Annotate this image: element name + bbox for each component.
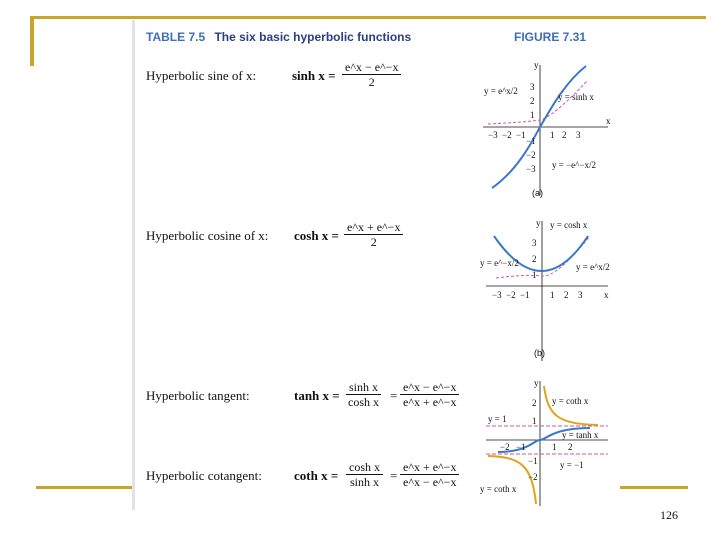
row-coth-f-denominator: sinh x xyxy=(349,475,379,489)
tick-y: 1 xyxy=(532,416,537,426)
table-heading xyxy=(146,30,411,44)
row-cosh-label: Hyperbolic cosine of x: xyxy=(146,228,269,243)
row-cosh-numerator: e^x + e^−x xyxy=(344,220,403,235)
label-y-equals-neg1: y = −1 xyxy=(560,460,584,470)
tick-y: 2 xyxy=(532,398,537,408)
row-coth-fraction-1 xyxy=(346,460,383,489)
graph-a-caption: (a) xyxy=(532,188,543,198)
tick-x: −1 xyxy=(516,130,526,140)
axis-label-y: y xyxy=(536,218,541,228)
row-sinh-numerator: e^x − e^−x xyxy=(342,60,401,75)
tick-y: 1 xyxy=(532,270,537,280)
tick-x: −1 xyxy=(520,290,530,300)
tick-x: 3 xyxy=(578,290,583,300)
tick-y: −2 xyxy=(526,150,536,160)
tick-y: 2 xyxy=(532,254,537,264)
label-exp-half: y = e^x/2 xyxy=(484,86,518,96)
tick-x: 1 xyxy=(552,442,557,452)
tick-y: 3 xyxy=(530,82,535,92)
row-tanh-numerator: e^x − e^−x xyxy=(400,380,459,395)
graph-tanh-coth xyxy=(478,376,618,510)
tick-y: −1 xyxy=(528,456,538,466)
row-sinh-fraction xyxy=(342,60,401,89)
row-coth-fraction-2 xyxy=(400,460,459,489)
tick-y: −1 xyxy=(526,136,536,146)
label-neg-exp-half: y = −e^−x/2 xyxy=(552,160,596,170)
tick-y: 1 xyxy=(530,110,535,120)
label-exp-half: y = e^x/2 xyxy=(576,262,610,272)
tick-y: 2 xyxy=(530,96,535,106)
row-coth-lhs: coth x = xyxy=(294,468,339,483)
equals-sign: = xyxy=(390,388,398,403)
row-tanh-f-denominator: cosh x xyxy=(348,395,379,409)
frame-left-bar xyxy=(30,16,34,66)
row-tanh-denominator: e^x + e^−x xyxy=(403,395,457,409)
tick-y: 3 xyxy=(532,238,537,248)
row-cosh-lhs: cosh x = xyxy=(294,228,339,243)
axis-label-y: y xyxy=(534,60,539,70)
tick-x: 1 xyxy=(550,290,555,300)
row-coth-label: Hyperbolic cotangent: xyxy=(146,468,262,483)
axis-label-x: x xyxy=(604,290,609,300)
label-tanh: y = tanh x xyxy=(562,430,599,440)
row-cosh-fraction xyxy=(344,220,403,249)
frame-top-line xyxy=(30,16,706,19)
figure-number: FIGURE 7.31 xyxy=(514,30,587,44)
tick-x: 2 xyxy=(562,130,567,140)
textbook-page xyxy=(132,20,620,510)
row-sinh-label: Hyperbolic sine of x: xyxy=(146,68,257,83)
graph-sinh xyxy=(478,60,618,200)
graph-cosh xyxy=(478,216,618,366)
equals-sign: = xyxy=(390,468,398,483)
tick-x: −2 xyxy=(502,130,512,140)
page-number: 126 xyxy=(660,508,678,522)
tick-x: 2 xyxy=(564,290,569,300)
graph-b-caption: (b) xyxy=(534,348,545,358)
label-coth-upper: y = coth x xyxy=(552,396,589,406)
tick-x: −3 xyxy=(492,290,502,300)
row-tanh-f-numerator: sinh x xyxy=(346,380,381,395)
tick-y: −3 xyxy=(526,164,536,174)
row-coth-denominator: e^x − e^−x xyxy=(403,475,457,489)
tick-x: −2 xyxy=(506,290,516,300)
label-coth-lower: y = coth x xyxy=(480,484,517,494)
tick-x: −2 xyxy=(500,442,510,452)
tick-y: −2 xyxy=(528,472,538,482)
label-sinh: y = sinh x xyxy=(558,92,594,102)
row-coth-numerator: e^x + e^−x xyxy=(400,460,459,475)
page-edge xyxy=(132,20,135,510)
row-cosh-denominator: 2 xyxy=(370,235,377,249)
tick-x: 1 xyxy=(550,130,555,140)
row-sinh-denominator: 2 xyxy=(368,75,375,89)
tick-x: 3 xyxy=(576,130,581,140)
row-tanh-fraction-2 xyxy=(400,380,459,409)
axis-label-x: x xyxy=(606,116,611,126)
tick-x: −3 xyxy=(488,130,498,140)
row-tanh-fraction-1 xyxy=(346,380,381,409)
axis-label-y: y xyxy=(534,378,539,388)
tick-x: −1 xyxy=(516,442,526,452)
row-sinh-lhs: sinh x = xyxy=(292,68,336,83)
label-y-equals-1: y = 1 xyxy=(488,414,507,424)
row-coth-f-numerator: cosh x xyxy=(346,460,383,475)
table-number: TABLE 7.5 xyxy=(146,30,206,44)
tick-x: 2 xyxy=(568,442,573,452)
label-neg-exp-half: y = e^−x/2 xyxy=(480,258,519,268)
row-tanh-label: Hyperbolic tangent: xyxy=(146,388,250,403)
row-tanh-lhs: tanh x = xyxy=(294,388,340,403)
label-cosh: y = cosh x xyxy=(550,220,588,230)
table-title: The six basic hyperbolic functions xyxy=(214,30,412,44)
